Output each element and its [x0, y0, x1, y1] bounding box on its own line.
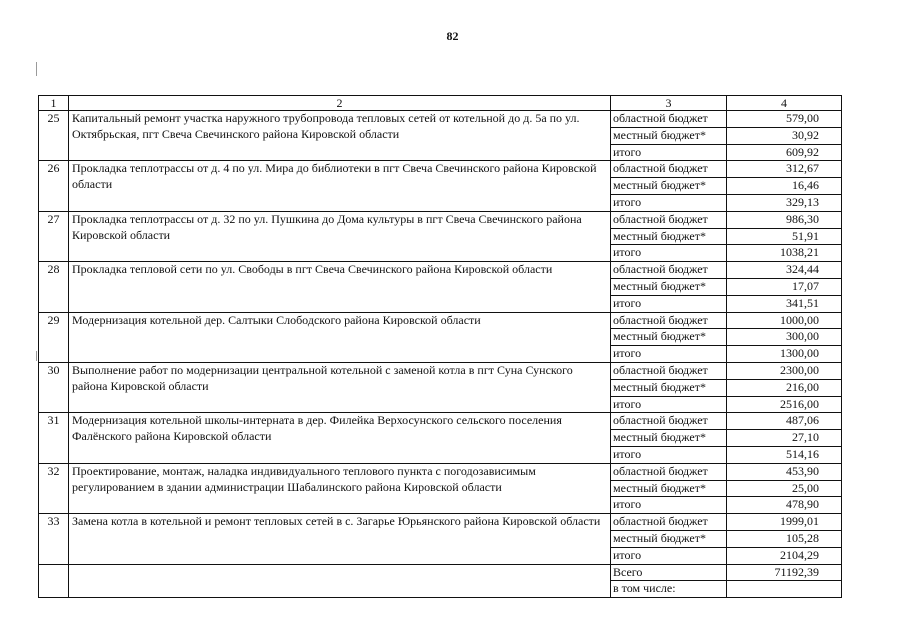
header-cell-budget-type: 3	[611, 96, 727, 111]
budget-type-cell: областной бюджет	[611, 514, 727, 531]
item-number-cell: 25	[39, 111, 69, 161]
item-number-cell: 33	[39, 514, 69, 564]
item-description-cell: Проектирование, монтаж, наладка индивидуального теплового пункта с погодозависимым регулированием в здании администрации Шабалинского района Кировской области	[69, 463, 611, 513]
amount-cell: 25,00	[727, 480, 842, 497]
scan-mark	[36, 351, 37, 361]
budget-type-cell: итого	[611, 446, 727, 463]
table-body	[39, 111, 842, 598]
amount-cell: 51,91	[727, 228, 842, 245]
amount-cell: 300,00	[727, 329, 842, 346]
item-number-cell: 27	[39, 211, 69, 261]
budget-type-cell: областной бюджет	[611, 312, 727, 329]
item-description-cell: Прокладка теплотрассы от д. 32 по ул. Пушкина до Дома культуры в пгт Свеча Свечинского района Кировской области	[69, 211, 611, 261]
page-number: 82	[446, 29, 459, 43]
budget-type-cell: итого	[611, 245, 727, 262]
amount-cell: 2300,00	[727, 362, 842, 379]
budget-type-cell: итого	[611, 194, 727, 211]
item-description-cell: Модернизация котельной школы-интерната в дер. Филейка Верхосунского сельского поселения Фалёнского района Кировской области	[69, 413, 611, 463]
budget-type-cell: итого	[611, 144, 727, 161]
item-description-cell: Модернизация котельной дер. Салтыки Слободского района Кировской области	[69, 312, 611, 362]
item-number-cell: 26	[39, 161, 69, 211]
amount-cell: 1999,01	[727, 514, 842, 531]
item-number-cell: 30	[39, 362, 69, 412]
budget-type-cell: областной бюджет	[611, 463, 727, 480]
amount-cell: 16,46	[727, 178, 842, 195]
table-row	[39, 211, 842, 228]
total-amount: 71192,39	[727, 564, 842, 581]
amount-cell: 1000,00	[727, 312, 842, 329]
item-number-cell: 28	[39, 262, 69, 312]
amount-cell: 17,07	[727, 278, 842, 295]
amount-cell: 312,67	[727, 161, 842, 178]
amount-cell: 30,92	[727, 127, 842, 144]
budget-type-cell: итого	[611, 346, 727, 363]
budget-type-cell: местный бюджет*	[611, 329, 727, 346]
budget-type-cell: итого	[611, 497, 727, 514]
budget-type-cell: местный бюджет*	[611, 178, 727, 195]
budget-type-cell: местный бюджет*	[611, 530, 727, 547]
amount-cell: 609,92	[727, 144, 842, 161]
budget-type-cell: местный бюджет*	[611, 127, 727, 144]
amount-cell: 2104,29	[727, 547, 842, 564]
amount-cell: 2516,00	[727, 396, 842, 413]
budget-type-cell: местный бюджет*	[611, 278, 727, 295]
table-row	[39, 161, 842, 178]
amount-cell: 453,90	[727, 463, 842, 480]
budget-type-cell: местный бюджет*	[611, 379, 727, 396]
amount-cell: 216,00	[727, 379, 842, 396]
empty-description-cell	[69, 564, 611, 598]
header-cell-description: 2	[69, 96, 611, 111]
budget-type-cell: областной бюджет	[611, 413, 727, 430]
item-description-cell: Прокладка теплотрассы от д. 4 по ул. Мира до библиотеки в пгт Свеча Свечинского района Кировской области	[69, 161, 611, 211]
budget-type-cell: областной бюджет	[611, 211, 727, 228]
budget-type-cell: местный бюджет*	[611, 228, 727, 245]
item-number-cell: 32	[39, 463, 69, 513]
table-header-row	[39, 96, 842, 111]
item-number-cell: 29	[39, 312, 69, 362]
table-row	[39, 262, 842, 279]
amount-cell: 1038,21	[727, 245, 842, 262]
amount-cell: 341,51	[727, 295, 842, 312]
table-row	[39, 514, 842, 531]
budget-type-cell: местный бюджет*	[611, 480, 727, 497]
amount-cell: 986,30	[727, 211, 842, 228]
including-label: в том числе:	[611, 581, 727, 598]
budget-type-cell: областной бюджет	[611, 111, 727, 128]
including-amount	[727, 581, 842, 598]
budget-type-cell: областной бюджет	[611, 161, 727, 178]
budget-type-cell: местный бюджет*	[611, 430, 727, 447]
item-description-cell: Капитальный ремонт участка наружного трубопровода тепловых сетей от котельной до д. 5а по ул. Октябрьская, пгт Свеча Свечинского района Кировской области	[69, 111, 611, 161]
amount-cell: 579,00	[727, 111, 842, 128]
amount-cell: 329,13	[727, 194, 842, 211]
header-cell-amount: 4	[727, 96, 842, 111]
amount-cell: 324,44	[727, 262, 842, 279]
total-label: Всего	[611, 564, 727, 581]
header-cell-number: 1	[39, 96, 69, 111]
item-description-cell: Замена котла в котельной и ремонт тепловых сетей в с. Загарье Юрьянского района Кировской области	[69, 514, 611, 564]
budget-table-container	[38, 95, 842, 598]
budget-type-cell: итого	[611, 295, 727, 312]
table-row	[39, 413, 842, 430]
table-row	[39, 362, 842, 379]
budget-table	[38, 95, 842, 598]
scan-mark	[36, 62, 37, 76]
amount-cell: 487,06	[727, 413, 842, 430]
budget-type-cell: областной бюджет	[611, 362, 727, 379]
item-number-cell: 31	[39, 413, 69, 463]
amount-cell: 27,10	[727, 430, 842, 447]
budget-type-cell: итого	[611, 547, 727, 564]
table-row	[39, 111, 842, 128]
amount-cell: 514,16	[727, 446, 842, 463]
amount-cell: 1300,00	[727, 346, 842, 363]
empty-number-cell	[39, 564, 69, 598]
total-row	[39, 564, 842, 581]
table-row	[39, 312, 842, 329]
item-description-cell: Выполнение работ по модернизации центральной котельной с заменой котла в пгт Суна Сунского района Кировской области	[69, 362, 611, 412]
budget-type-cell: областной бюджет	[611, 262, 727, 279]
amount-cell: 478,90	[727, 497, 842, 514]
budget-type-cell: итого	[611, 396, 727, 413]
item-description-cell: Прокладка тепловой сети по ул. Свободы в пгт Свеча Свечинского района Кировской области	[69, 262, 611, 312]
table-row	[39, 463, 842, 480]
amount-cell: 105,28	[727, 530, 842, 547]
